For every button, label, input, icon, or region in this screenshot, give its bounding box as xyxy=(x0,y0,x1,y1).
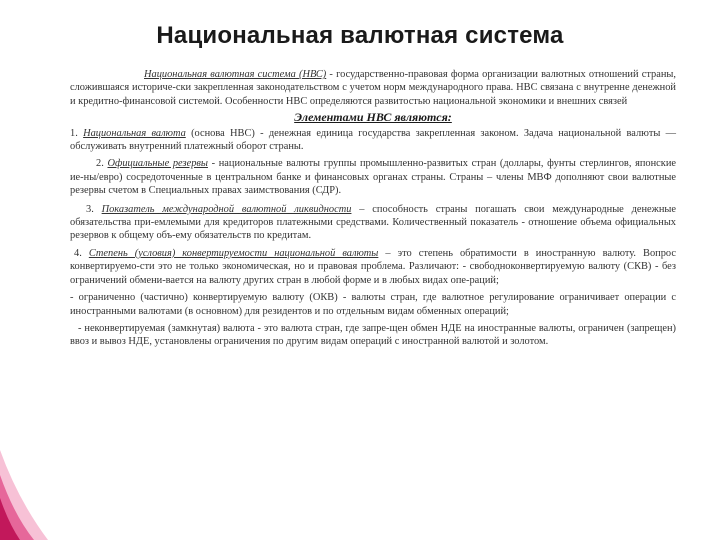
item-text: – способность страны погашать свои международные денежные обязательства при-емлемыми для кредиторов платежными средствами. Количественный показатель - отношение объема официальных резервов к общему объ-ему обязательств по кредитам. xyxy=(70,203,677,242)
item-convertibility xyxy=(70,247,676,287)
item-text: - национальные валюты группы промышленно-развитых стран (доллары, фунты стерлингов, японские ие-ны/евро) сосредоточенные в центральном банке и финансовых органах страны. Страны – члены МВФ дополняют свои валютные резервы счетом в Специальных правах заимствования (СДР). xyxy=(70,158,677,197)
item-national-currency xyxy=(70,127,676,154)
item-term: Национальная валюта xyxy=(83,127,186,139)
intro-term: Национальная валютная система (НВС) xyxy=(144,69,327,80)
item-number: 4. xyxy=(74,247,89,259)
intro-paragraph xyxy=(70,68,676,108)
elements-heading: Элементами НВС являются: xyxy=(294,110,452,125)
list-item-limited-convertible: - ограниченно (частично) конвертируемую валюту (ОКВ) - валюты стран, где валютное регулирование ограничивает операции с иностранными валютами (в основном) для резидентов и по отдельным видам обменных операций; xyxy=(70,292,676,317)
item-number: 3. xyxy=(86,203,102,215)
item-term: Официальные резервы xyxy=(107,158,208,170)
intro-text: - государственно-правовая форма организации валютных отношений страны, сложившаяся историче-ски закрепленная законодательством с учетом норм международного права. НВС связана с внутренне денежной и кредитно-финансовой системой. Особенности НВС определяются развитостью национальной экономики и внешних связей xyxy=(70,69,676,107)
item-official-reserves xyxy=(70,157,676,197)
item-text: (основа НВС) - денежная единица государства закрепленная законом. Задача национальной валюты — обслуживать внутренний платежный оборот страны. xyxy=(70,127,677,153)
item-text: – это степень обратимости в иностранную валюту. Вопрос конвертируемо-сти это не только экономическая, но и правовая проблема. Различают: - свободноконвертируемую валюту (СКВ) - без ограничений обмени-вается на валюту других стран в любой форме и в любых видах опе-раций; xyxy=(70,247,677,286)
corner-decoration xyxy=(0,420,60,540)
document-body xyxy=(70,68,676,349)
item-term: Степень (условия) конвертируемости национальной валюты xyxy=(88,247,379,259)
page-title: Национальная валютная система xyxy=(156,22,564,49)
item-term: Показатель международной валютной ликвидности xyxy=(101,203,352,215)
list-item-non-convertible: - неконвертируемая (замкнутая) валюта - это валюта стран, где запре-щен обмен НДЕ на иностранные валюты, ограничен (запрещен) ввоз и вывоз НДЕ, установлены ограничения по другим видам операций с иностранной валютой и золотом. xyxy=(70,322,676,348)
item-liquidity xyxy=(70,203,676,243)
item-number: 2. xyxy=(96,158,108,170)
item-number: 1. xyxy=(70,127,84,139)
